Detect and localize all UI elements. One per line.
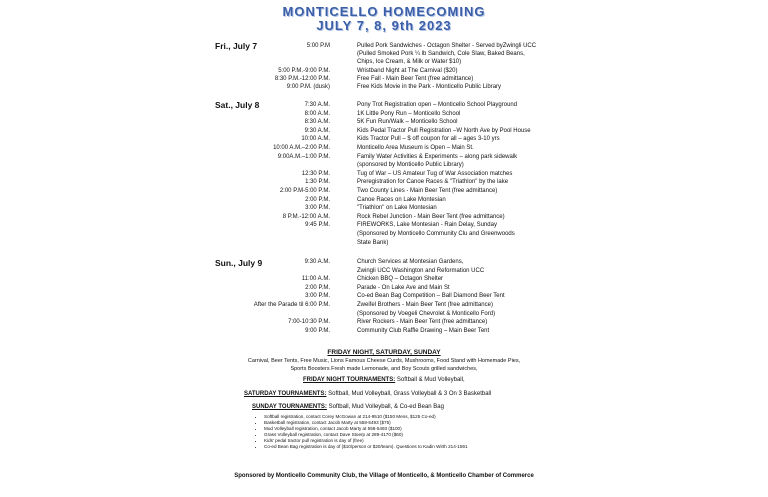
schedule-time: 2:00 P.M. [305,284,330,291]
schedule-event: 5K Fun Run/Walk – Monticello School [357,119,458,126]
schedule-event: State Bank) [357,239,389,246]
schedule-time: 12:30 P.M. [301,170,330,177]
schedule-event: Kids Pedal Tractor Pull Registration –W North Ave by Pool House [357,127,531,134]
schedule-event: FIREWORKS, Lake Montesian - Rain Delay, Sunday [357,222,497,229]
day-heading-friday: Fri., July 7 [215,41,258,51]
registration-list [256,414,468,450]
footer-sponsors: Sponsored by Monticello Community Club, the Village of Monticello, & Monticello Chamber of Commerce [234,473,534,479]
schedule-event: (Sponsored by Voegeli Chevrolet & Monticello Ford) [357,310,496,317]
schedule-event: Free Fall - Main Beer Tent (free admittance) [357,75,474,82]
schedule-event: 1K Little Pony Run – Monticello School [357,110,461,117]
schedule-time: 5:00 P.M [306,43,330,49]
schedule-event: "Triathlon" on Lake Montesian [357,205,437,212]
page-title: MONTICELLO HOMECOMING [282,4,486,19]
schedule-event: Zweifel Brothers - Main Beer Tent (free admittance) [357,302,493,308]
schedule-event: Canoe Races on Lake Montesian [357,196,446,203]
schedule-event: Two County Lines - Main Beer Tent (free admittance) [357,188,498,194]
schedule-time: 1:30 P.M. [305,179,330,186]
schedule-time: 10:00 A.M.–2:00 P.M. [273,145,330,151]
schedule-event: Parade - On Lake Ave and Main St [357,284,450,291]
schedule-event: (Sponsored by Monticello Community Clu and Greenwoods [357,231,515,237]
list-item: • Softball registration, contact Corey McGowan at 214-9510 ($150 Mens, $125 Co-ed) [264,414,468,420]
schedule-time: 9:30 A.M. [304,127,330,134]
schedule-event: Rock Rebel Junction - Main Beer Tent (free admittance) [357,213,505,220]
day-heading-sunday: Sun., July 9 [215,258,263,268]
weekend-heading: FRIDAY NIGHT, SATURDAY, SUNDAY [327,349,441,356]
list-item: • Co-ed Bean Bag registration is day of ($10/person or $20/team). Questions to Kadin Wirth 214-1591 [264,444,468,450]
schedule-time: 5:00 P.M.-9:00 P.M. [278,67,330,74]
schedule-time: After the Parade til 6:00 P.M. [253,302,330,308]
schedule-event: Pulled Pork Sandwiches - Octagon Shelter - Served byZwingli UCC [357,43,537,49]
schedule-event: (Pulled Smoked Pork ¼ lb Sandwich, Cole Slaw, Baked Beans, [357,51,525,58]
schedule-event: Family Water Activities & Experiments – along park sidewalk [357,153,518,160]
schedule-event: Chips, Ice Cream, & Milk or Water $10) [357,59,462,66]
schedule-time: 3:00 P.M. [305,293,330,300]
schedule-event: Co-ed Bean Bag Competition – Ball Diamond Beer Tent [357,293,505,300]
schedule-time: 9:00 P.M. [305,327,330,334]
schedule-time: 3:00 P.M. [305,205,330,212]
list-item: • Grass Volleyball registration, contact Dave Stoerp at 289-4170 ($60) [264,432,468,438]
schedule-time: 9:30 A.M. [304,259,330,265]
schedule-event: Chicken BBQ – Octagon Shelter [357,276,444,283]
friday-tournaments: FRIDAY NIGHT TOURNAMENTS: Softball & Mud Volleyball, [303,377,465,383]
schedule-event: (sponsored by Monticello Public Library) [357,162,464,169]
schedule-event: Free Kids Movie in the Park - Monticello Public Library [357,84,502,90]
schedule-event: Pony Trot Registration open – Monticello School Playground [357,102,518,108]
schedule-time: 7:00-10:30 P.M. [288,319,330,326]
schedule-time: 2:00 P.M. [305,196,330,203]
schedule-time: 9:00A.M.–1:00 P.M. [277,153,330,160]
schedule-event: Monticello Area Museum is Open – Main St. [357,145,474,151]
list-item: • Mud Volleyball registration, contact Jacob Marty at 558-5493 ($100) [264,426,468,432]
page-subtitle-dates: JULY 7, 8, 9th 2023 [316,18,452,33]
schedule-time: 2:00 P.M-5:00 P.M. [279,188,330,194]
schedule-time: 8:00 A.M. [304,110,330,117]
schedule-event: Preregistration for Canoe Races & "Triathlon" by the lake [357,179,509,186]
schedule-event: River Rockers - Main Beer Tent (free admittance) [357,319,488,326]
saturday-tournaments: SATURDAY TOURNAMENTS: Softball, Mud Volleyball, Grass Volleyball & 3 On 3 Basketball [244,391,492,397]
schedule-time: 10:00 A.M. [301,136,330,143]
schedule-event: Community Club Raffle Drawing – Main Beer Tent [357,327,490,334]
weekend-line-2: Sports Boosters Fresh made Lemonade, and Boy Scouts grilled sandwiches, [290,366,478,372]
schedule-time: 11:00 A.M. [301,276,330,283]
schedule-time: 9:00 P.M. (dusk) [286,84,330,90]
schedule-event: Church Services at Montesian Gardens, [357,259,464,265]
schedule-event: Wristband Night at The Carnival ($20) [357,67,458,74]
schedule-event: Zwingli UCC Washington and Reformation UCC [357,267,485,274]
schedule-time: 7:30 A.M. [304,102,330,108]
list-item: • Kids' pedal tractor pull registration is day of (free) [264,438,468,444]
schedule-event: Tug of War – US Amateur Tug of War Association matches [357,170,513,177]
list-item: • Basketball registration, contact Jacob Marty at 558-5493 ($75) [264,420,468,426]
day-heading-saturday: Sat., July 8 [215,100,260,110]
weekend-line-1: Carnival, Beer Tents, Free Music, Lions Famous Cheese Curds, Mushrooms, Food Stand with Homemade Pies, [247,358,521,364]
sunday-tournaments: SUNDAY TOURNAMENTS: Softball, Mud Volleyball, & Co-ed Bean Bag [252,404,444,410]
schedule-time: 8:30 P.M.-12:00 P.M. [274,75,330,82]
schedule-event: Kids Tractor Pull – $ off coupon for all – ages 3-10 yrs [357,136,500,143]
schedule-time: 8 P.M.-12:00 A.M. [282,213,330,220]
schedule-time: 9:45 P.M. [305,222,330,229]
schedule-time: 8:30 A.M. [304,119,330,126]
